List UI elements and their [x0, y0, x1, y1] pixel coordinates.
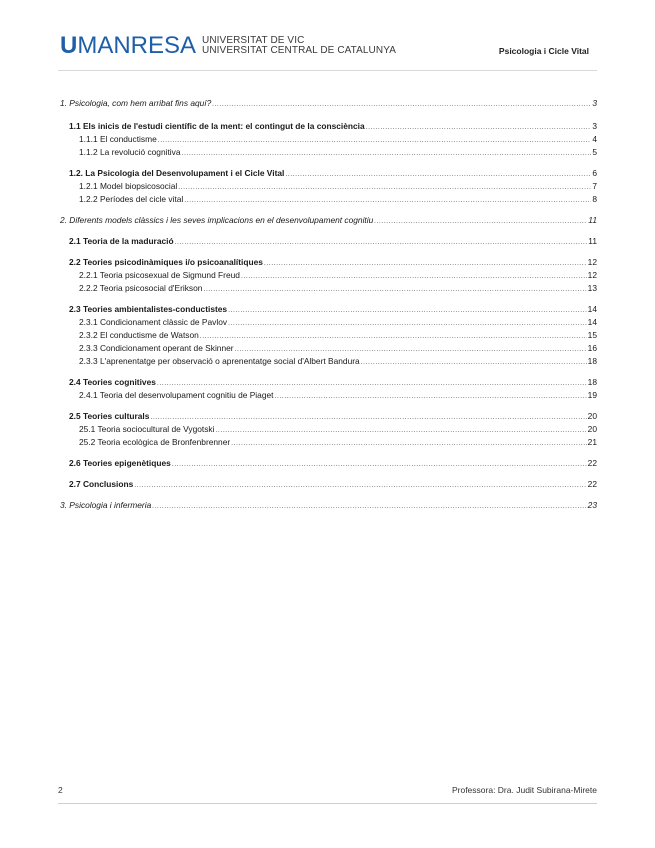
- toc-leader-dots: [150, 411, 586, 421]
- toc-entry-page: 22: [587, 479, 597, 489]
- toc-entry-page: 4: [592, 134, 597, 144]
- toc-entry-label: 2.2.1 Teoria psicosexual de Sigmund Freud: [79, 270, 240, 280]
- toc-entry-page: 11: [588, 236, 597, 246]
- toc-leader-dots: [231, 437, 587, 447]
- toc-leader-dots: [157, 377, 587, 387]
- toc-entry-label: 1.1.2 La revolució cognitiva: [79, 147, 181, 157]
- toc-leader-dots: [274, 390, 586, 400]
- toc-leader-dots: [152, 500, 586, 510]
- toc-entry-2-2-1[interactable]: [60, 270, 597, 283]
- toc-entry-label: 2.2 Teories psicodinàmiques i/o psicoanalítiques: [69, 257, 263, 267]
- toc-entry-page: 18: [587, 356, 597, 366]
- toc-leader-dots: [285, 168, 591, 178]
- toc-entry-page: 12: [587, 270, 597, 280]
- toc-entry-label: 2. Diferents models clàssics i les seves implicacions en el desenvolupament cognitiu: [60, 215, 374, 225]
- toc-entry-page: 11: [588, 215, 597, 225]
- toc-leader-dots: [158, 134, 592, 144]
- toc-entry-2-1[interactable]: [60, 236, 597, 249]
- toc-entry-page: 21: [587, 437, 597, 447]
- toc-entry-1-1[interactable]: [60, 121, 597, 134]
- toc-leader-dots: [178, 181, 591, 191]
- footer-divider: [58, 803, 597, 804]
- toc-entry-2-4-1[interactable]: [60, 390, 597, 403]
- toc-entry-2-2[interactable]: [60, 257, 597, 270]
- toc-entry-2-3-3[interactable]: [60, 343, 597, 356]
- toc-leader-dots: [215, 424, 586, 434]
- toc-entry-label: 2.3 Teories ambientalistes-conductistes: [69, 304, 228, 314]
- toc-entry-label: 1.1.1 El conductisme: [79, 134, 157, 144]
- logo-subtitle: [202, 36, 396, 56]
- toc-entry-page: 3: [592, 98, 597, 108]
- toc-entry-page: 3: [592, 121, 597, 131]
- toc-entry-page: 8: [592, 194, 597, 204]
- toc-entry-label: 2.2.2 Teoria psicosocial d'Erikson: [79, 283, 203, 293]
- toc-entry-label: 2.4 Teories cognitives: [69, 377, 156, 387]
- toc-leader-dots: [361, 356, 587, 366]
- toc-entry-2-3-1[interactable]: [60, 317, 597, 330]
- logo-manresa: MANRESA: [77, 32, 197, 59]
- toc-entry-page: 15: [587, 330, 597, 340]
- toc-leader-dots: [228, 304, 587, 314]
- toc-entry-label: 2.7 Conclusions: [69, 479, 134, 489]
- toc-entry-label: 2.3.3 Condicionament operant de Skinner: [79, 343, 234, 353]
- toc-leader-dots: [374, 215, 587, 225]
- toc-entry-page: 20: [587, 411, 597, 421]
- toc-entry-label: 2.4.1 Teoria del desenvolupament cognitiu de Piaget: [79, 390, 274, 400]
- course-title: Psicologia i Cicle Vital: [498, 46, 589, 56]
- toc-entry-label: 2.3.1 Condicionament clàssic de Pavlov: [79, 317, 228, 327]
- toc-entry-page: 12: [587, 257, 597, 267]
- toc-entry-2-3[interactable]: [60, 304, 597, 317]
- toc-leader-dots: [184, 194, 591, 204]
- page-header: [0, 0, 655, 70]
- university-logo: [60, 34, 396, 58]
- toc-entry-label: 2.3.3 L'aprenentatge per observació o aprenentatge social d'Albert Bandura: [79, 356, 360, 366]
- toc-leader-dots: [241, 270, 587, 280]
- toc-entry-1-1-1[interactable]: [60, 134, 597, 147]
- toc-entry-label: 1.2.1 Model biopsicosocial: [79, 181, 178, 191]
- toc-entry-page: 14: [587, 317, 597, 327]
- toc-entry-page: 14: [587, 304, 597, 314]
- toc-leader-dots: [203, 283, 586, 293]
- toc-leader-dots: [212, 98, 591, 108]
- toc-entry-1-2-2[interactable]: [60, 194, 597, 207]
- toc-entry-label: 2.5 Teories culturals: [69, 411, 150, 421]
- toc-entry-label: 1. Psicologia, com hem arribat fins aquí?: [60, 98, 212, 108]
- toc-entry-2-5-1[interactable]: [60, 424, 597, 437]
- toc-entry-2-3-2[interactable]: [60, 330, 597, 343]
- toc-entry-1[interactable]: [60, 98, 597, 111]
- toc-entry-label: 1.1 Els inicis de l'estudi científic de la ment: el contingut de la consciència: [69, 121, 365, 131]
- toc-entry-2-2-2[interactable]: [60, 283, 597, 296]
- toc-entry-1-2[interactable]: [60, 168, 597, 181]
- toc-entry-page: 22: [587, 458, 597, 468]
- toc-entry-label: 2.3.2 El conductisme de Watson: [79, 330, 199, 340]
- toc-entry-1-1-2[interactable]: [60, 147, 597, 160]
- toc-leader-dots: [172, 458, 587, 468]
- toc-entry-label: 25.2 Teoria ecològica de Bronfenbrenner: [79, 437, 231, 447]
- toc-entry-2-7[interactable]: [60, 479, 597, 492]
- toc-entry-label: 2.1 Teoria de la maduració: [69, 236, 174, 246]
- logo-line-1: UNIVERSITAT DE VIC: [202, 35, 305, 46]
- toc-entry-page: 7: [592, 181, 597, 191]
- toc-entry-2-5-2[interactable]: [60, 437, 597, 450]
- toc-entry-label: 1.2.2 Períodes del cicle vital: [79, 194, 184, 204]
- toc-entry-2-3-3b[interactable]: [60, 356, 597, 369]
- toc-entry-label: 2.6 Teories epigenètiques: [69, 458, 171, 468]
- toc-entry-2-5[interactable]: [60, 411, 597, 424]
- toc-entry-page: 20: [587, 424, 597, 434]
- toc-leader-dots: [366, 121, 592, 131]
- toc-leader-dots: [134, 479, 586, 489]
- toc-leader-dots: [182, 147, 592, 157]
- header-divider: [58, 70, 597, 71]
- table-of-contents: [60, 98, 597, 513]
- toc-leader-dots: [200, 330, 587, 340]
- logo-u-mark: U: [60, 32, 77, 59]
- toc-entry-2-4[interactable]: [60, 377, 597, 390]
- professor-name: Professora: Dra. Judit Subirana-Mirete: [451, 785, 597, 795]
- page-number: 2: [58, 785, 63, 795]
- toc-entry-2-6[interactable]: [60, 458, 597, 471]
- toc-entry-page: 6: [592, 168, 597, 178]
- toc-entry-3[interactable]: [60, 500, 597, 513]
- toc-entry-page: 16: [587, 343, 597, 353]
- toc-entry-page: 18: [587, 377, 597, 387]
- toc-entry-page: 19: [587, 390, 597, 400]
- toc-leader-dots: [175, 236, 588, 246]
- toc-entry-2[interactable]: [60, 215, 597, 228]
- toc-entry-label: 25.1 Teoria sociocultural de Vygotski: [79, 424, 215, 434]
- toc-entry-page: 13: [587, 283, 597, 293]
- toc-entry-label: 1.2. La Psicologia del Desenvolupament i el Cicle Vital: [69, 168, 285, 178]
- toc-leader-dots: [228, 317, 587, 327]
- toc-entry-1-2-1[interactable]: [60, 181, 597, 194]
- toc-leader-dots: [264, 257, 587, 267]
- toc-entry-label: 3. Psicologia i infermeria: [60, 500, 152, 510]
- logo-line-2: UNIVERSITAT CENTRAL DE CATALUNYA: [202, 45, 397, 56]
- toc-entry-page: 5: [592, 147, 597, 157]
- toc-leader-dots: [235, 343, 587, 353]
- toc-entry-page: 23: [587, 500, 597, 510]
